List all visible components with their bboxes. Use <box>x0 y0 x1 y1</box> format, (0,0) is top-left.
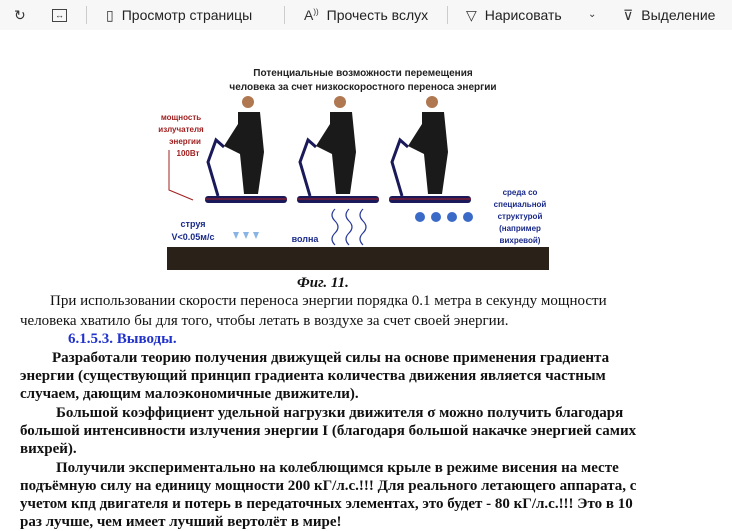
person-on-platform-3 <box>389 96 471 203</box>
paragraph-line: большой интенсивности излучения энергии I (благодаря большой накачке энергией самих <box>20 423 637 439</box>
paragraph-line: раз лучше, чем имеет лучший вертолёт в мире! <box>20 514 342 530</box>
jet-label: струя <box>180 219 206 229</box>
person-on-platform-2 <box>297 96 379 203</box>
paragraph-line: энергии (существующий принцип градиента количества движения является частным <box>20 368 606 384</box>
jet-arrows-icon <box>233 232 259 239</box>
paragraph-line: Большой коэффициент удельной нагрузки движителя σ можно получить благодаря <box>56 405 624 421</box>
pdf-toolbar <box>0 0 732 30</box>
wave-icon <box>332 209 366 245</box>
highlighter-icon: ⊽ <box>623 7 634 23</box>
power-label-4: 100Вт <box>176 149 200 158</box>
page-view-button[interactable] <box>106 5 252 25</box>
chevron-down-icon: ⌄ <box>588 9 597 20</box>
draw-label: Нарисовать <box>484 7 562 23</box>
jet-speed-label: V<0.05м/с <box>171 232 215 242</box>
highlight-button[interactable] <box>623 5 715 25</box>
vortex-icon <box>415 212 473 222</box>
pen-icon: ▽ <box>466 7 477 23</box>
paragraph-line: учетом кпд двигателя и потерь в передаточных элементах, это будет - 80 кГ/л.с.!!! Это в 10 <box>20 496 633 512</box>
ground-band <box>167 247 549 270</box>
rotate-button[interactable] <box>14 5 26 25</box>
figure-caption: Фиг. 11. <box>297 275 349 291</box>
paragraph-line: Получили экспериментально на колеблющимся крыле в режиме висения на месте <box>56 460 619 476</box>
highlight-label: Выделение <box>641 7 716 23</box>
fit-width-icon: ↔ <box>52 9 67 22</box>
paragraph-line: Разработали теорию получения движущей силы на основе применения градиента <box>52 350 610 366</box>
page-view-label: Просмотр страницы <box>121 7 253 23</box>
section-heading: 6.1.5.3. Выводы. <box>68 331 177 347</box>
person-on-platform-1 <box>205 96 287 203</box>
power-label-2: излучателя <box>158 125 204 134</box>
medium-label-5: вихревой) <box>499 236 541 245</box>
medium-label-4: (например <box>499 224 541 233</box>
read-aloud-label: Прочесть вслух <box>326 7 429 23</box>
fit-width-button[interactable] <box>52 5 67 25</box>
power-label-3: энергии <box>169 137 201 146</box>
paragraph-line: человека хватило бы для того, чтобы летать в воздухе за счет своей энергии. <box>20 313 509 329</box>
figure-title-1: Потенциальные возможности перемещения <box>253 68 473 79</box>
read-aloud-button[interactable] <box>304 5 428 25</box>
paragraph-line: При использовании скорости переноса энергии порядка 0.1 метра в секунду мощности <box>50 293 607 309</box>
paragraph-line: случаем, дающим малоэкономичные движители). <box>20 386 359 402</box>
medium-label-2: специальной <box>493 200 547 209</box>
page-view-icon: ▯ <box>106 7 114 23</box>
paragraph-line: подъёмную силу на единицу мощности 200 кГ/л.с.!!! Для реального летающего аппарата, с <box>20 478 637 494</box>
figure-title-2: человека за счет низкоскоростного переноса энергии <box>229 82 497 93</box>
paragraph-line: вихрей). <box>20 441 77 457</box>
power-label-1: мощность <box>160 113 202 122</box>
draw-button[interactable] <box>466 5 562 25</box>
medium-label-3: структурой <box>497 212 543 221</box>
rotate-icon: ↻ <box>14 7 26 23</box>
wave-label: волна <box>291 234 319 244</box>
medium-label-1: среда со <box>502 188 538 197</box>
draw-options-dropdown[interactable] <box>588 5 596 25</box>
read-aloud-icon: A)) <box>304 7 319 23</box>
figure-image <box>158 62 549 270</box>
